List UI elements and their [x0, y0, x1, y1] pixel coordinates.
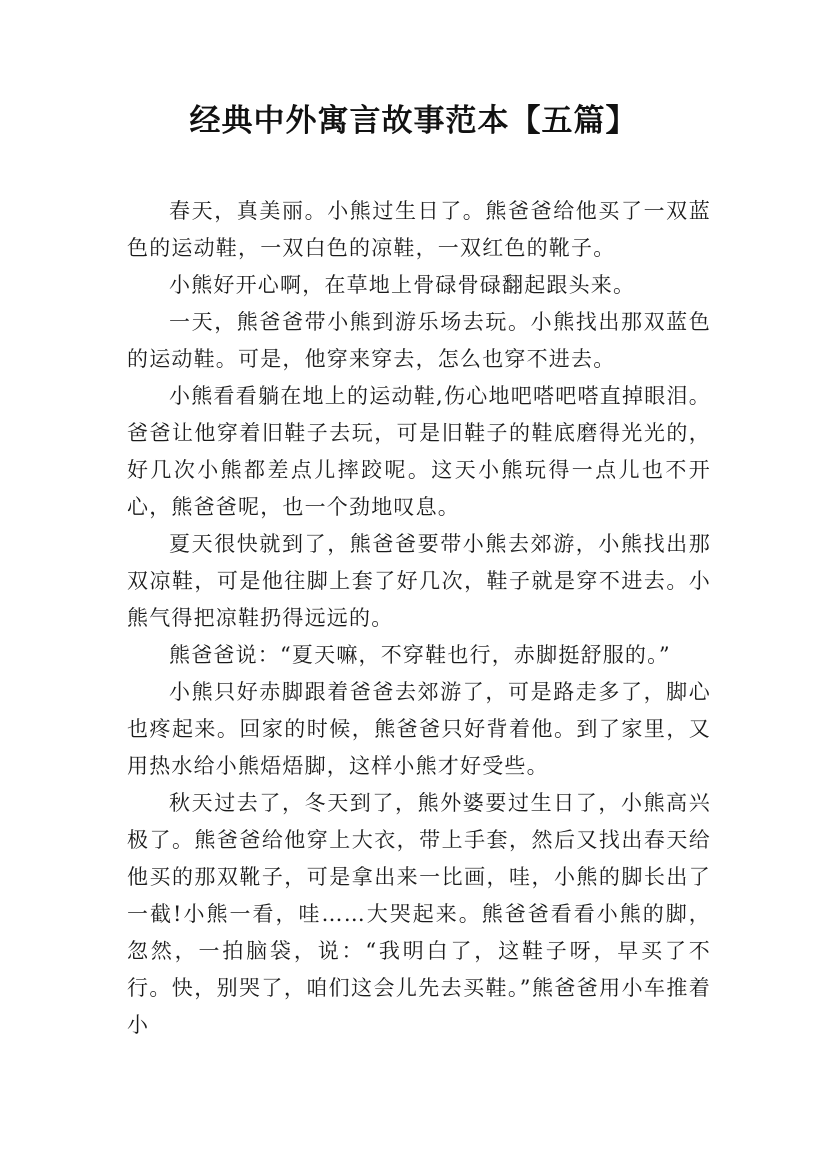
paragraph: 小熊好开心啊，在草地上骨碌骨碌翻起跟头来。: [169, 273, 636, 297]
paragraph: 熊爸爸说：“夏天嘛，不穿鞋也行，赤脚挺舒服的。”: [169, 643, 671, 667]
paragraph: 一天，熊爸爸带小熊到游乐场去玩。小熊找出那双蓝色的运动鞋。可是，他穿来穿去，怎么也穿不进去。: [127, 310, 711, 371]
document-body: [127, 193, 711, 1044]
document-title: 经典中外寓言故事范本【五篇】: [189, 103, 638, 139]
paragraph: 春天，真美丽。小熊过生日了。熊爸爸给他买了一双蓝色的运动鞋，一双白色的凉鞋，一双红色的靴子。: [127, 199, 711, 260]
paragraph: 小熊看看躺在地上的运动鞋,伤心地吧嗒吧嗒直掉眼泪。爸爸让他穿着旧鞋子去玩，可是旧鞋子的鞋底磨得光光的，好几次小熊都差点儿摔跤呢。这天小熊玩得一点儿也不开心，熊爸爸呢，也一个劲地叹息。: [127, 384, 711, 519]
paragraph: 小熊只好赤脚跟着爸爸去郊游了，可是路走多了，脚心也疼起来。回家的时候，熊爸爸只好背着他。到了家里，又用热水给小熊焐焐脚，这样小熊才好受些。: [127, 680, 711, 778]
paragraph: 夏天很快就到了，熊爸爸要带小熊去郊游，小熊找出那双凉鞋，可是他往脚上套了好几次，鞋子就是穿不进去。小熊气得把凉鞋扔得远远的。: [127, 532, 711, 630]
paragraph: 秋天过去了，冬天到了，熊外婆要过生日了，小熊高兴极了。熊爸爸给他穿上大衣，带上手套，然后又找出春天给他买的那双靴子，可是拿出来一比画，哇，小熊的脚长出了一截!小熊一看，哇……大哭起来。熊爸爸看看小熊的脚，忽然，一拍脑袋，说：“我明白了，这鞋子呀，早买了不行。快，别哭了，咱们这会儿先去买鞋。”熊爸爸用小车推着小: [127, 791, 711, 1037]
